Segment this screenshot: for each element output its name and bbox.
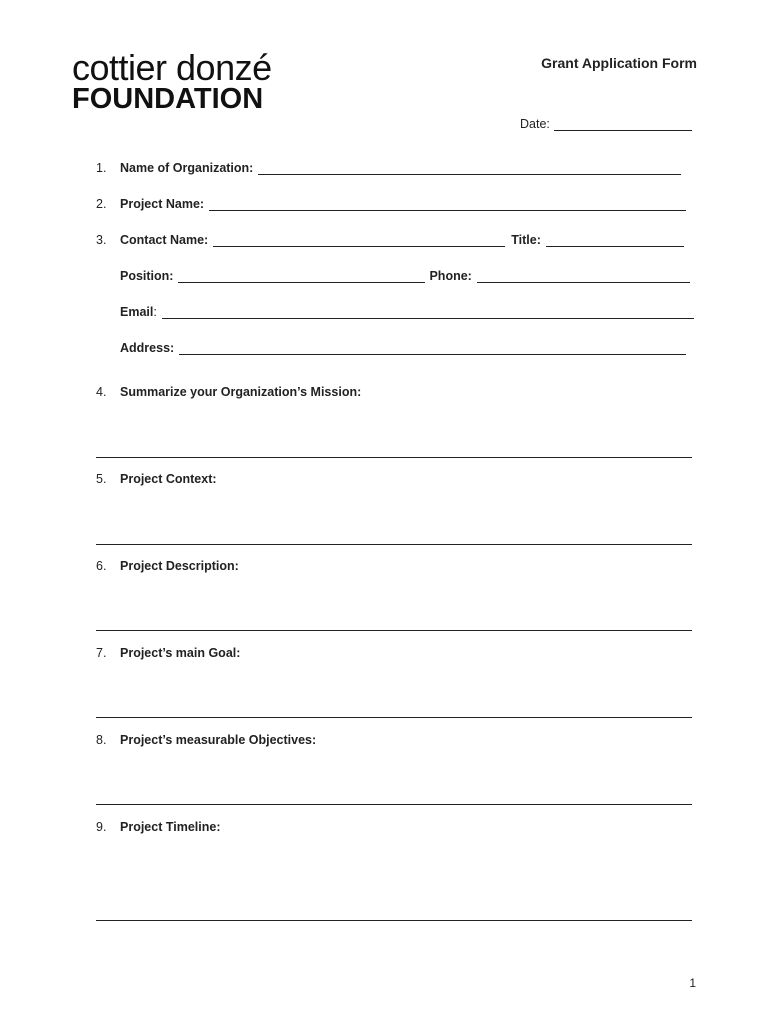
field-label-title: Title: — [511, 233, 541, 247]
section-number: 4. — [96, 385, 107, 399]
field-label: Contact Name: — [120, 233, 209, 247]
field-label: Position: — [120, 269, 174, 283]
field-label: Name of Organization: — [120, 161, 254, 175]
section-objectives — [96, 733, 316, 747]
field-organization-name — [96, 161, 681, 175]
section-label: Project Description: — [120, 559, 239, 573]
position-input-line[interactable] — [178, 270, 425, 283]
address-input-line[interactable] — [179, 342, 686, 355]
form-title: Grant Application Form — [541, 55, 697, 71]
section-number: 9. — [96, 820, 107, 834]
organization-name-input-line[interactable] — [258, 162, 681, 175]
contact-name-input-line[interactable] — [213, 234, 505, 247]
field-number: 2. — [96, 197, 107, 211]
objectives-answer-line[interactable] — [96, 804, 692, 805]
field-contact-name — [96, 233, 684, 247]
section-label: Summarize your Organization’s Mission: — [120, 385, 362, 399]
main-goal-answer-line[interactable] — [96, 717, 692, 718]
date-label: Date: — [520, 117, 550, 131]
date-input-line[interactable] — [554, 118, 692, 131]
project-context-answer-line[interactable] — [96, 544, 692, 545]
title-input-line[interactable] — [546, 234, 684, 247]
field-number: 1. — [96, 161, 107, 175]
phone-input-line[interactable] — [477, 270, 690, 283]
section-timeline — [96, 820, 221, 834]
field-label: Project Name: — [120, 197, 205, 211]
field-position — [120, 269, 690, 283]
page-number: 1 — [689, 976, 696, 990]
field-address — [120, 341, 686, 355]
mission-answer-line[interactable] — [96, 457, 692, 458]
field-label: Address: — [120, 341, 175, 355]
timeline-answer-line[interactable] — [96, 920, 692, 921]
field-number: 3. — [96, 233, 107, 247]
field-label-suffix: : — [153, 305, 157, 319]
section-number: 8. — [96, 733, 107, 747]
section-number: 7. — [96, 646, 107, 660]
section-main-goal — [96, 646, 240, 660]
section-number: 5. — [96, 472, 107, 486]
field-project-name — [96, 197, 686, 211]
logo-line-1: cottier donzé — [72, 47, 272, 88]
section-label: Project’s measurable Objectives: — [120, 733, 317, 747]
project-name-input-line[interactable] — [209, 198, 686, 211]
section-project-context — [96, 472, 217, 486]
section-mission — [96, 385, 361, 399]
field-email — [120, 305, 694, 319]
date-field[interactable] — [520, 117, 692, 131]
foundation-logo — [72, 47, 272, 115]
project-description-answer-line[interactable] — [96, 630, 692, 631]
section-label: Project Timeline: — [120, 820, 221, 834]
email-input-line[interactable] — [162, 306, 694, 319]
section-number: 6. — [96, 559, 107, 573]
section-label: Project’s main Goal: — [120, 646, 241, 660]
logo-line-2: FOUNDATION — [72, 83, 264, 115]
section-project-description — [96, 559, 239, 573]
field-label-phone: Phone: — [429, 269, 472, 283]
section-label: Project Context: — [120, 472, 217, 486]
field-label: Email — [120, 305, 154, 319]
